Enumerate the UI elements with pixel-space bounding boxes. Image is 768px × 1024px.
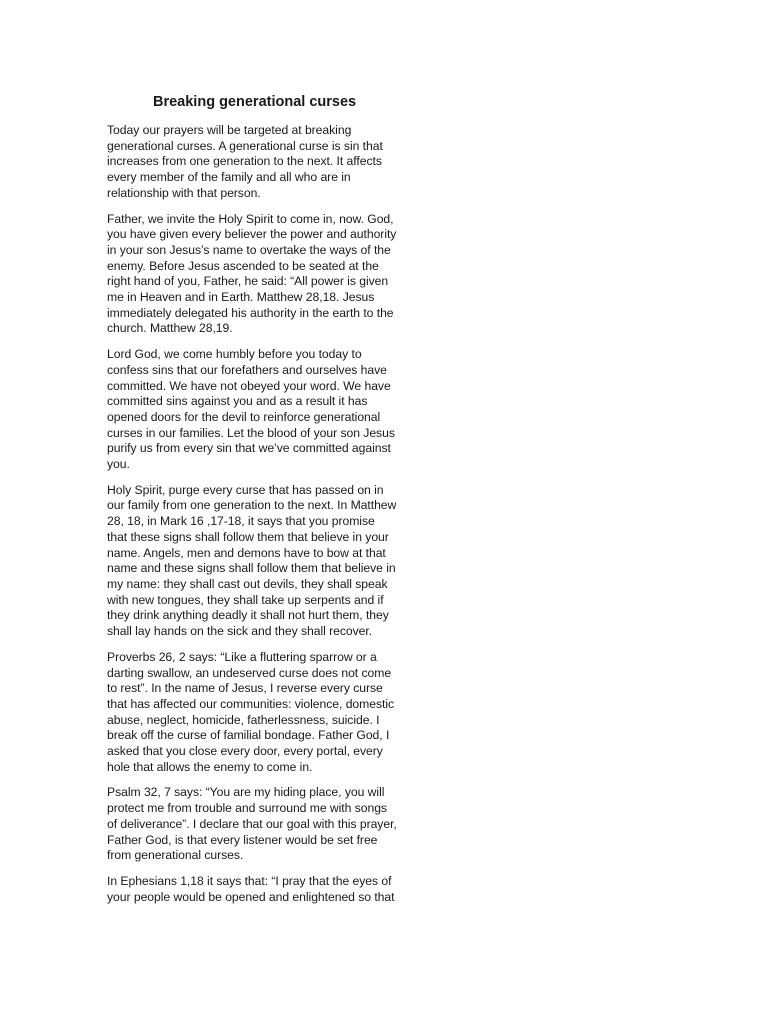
text-line: Lord God, we come humbly before you today to: [107, 347, 362, 362]
text-line: Psalm 32, 7 says: “You are my hiding place, you will: [107, 785, 385, 800]
text-line: your people would be opened and enlightened so that: [107, 889, 395, 904]
paragraph-ephesians: [107, 874, 412, 905]
paragraph-psalm: [107, 785, 412, 864]
text-line: confess sins that our forefathers and ourselves have: [107, 362, 387, 377]
text-line: abuse, neglect, homicide, fatherlessness, suicide. I: [107, 712, 380, 727]
text-line: opened doors for the devil to reinforce generational: [107, 409, 381, 424]
text-line: Today our prayers will be targeted at breaking: [107, 123, 352, 137]
text-line: In Ephesians 1,18 it says that: “I pray that the eyes of: [107, 873, 392, 888]
text-line: name. Angels, men and demons have to bow at that: [107, 545, 386, 560]
paragraph-proverbs: [107, 650, 412, 776]
text-line: increases from one generation to the next. It affects: [107, 154, 382, 169]
text-line: break off the curse of familial bondage. Father God, I: [107, 728, 390, 743]
text-line: that has affected our communities: violence, domestic: [107, 696, 395, 711]
paragraph-intro: [107, 123, 412, 202]
text-line: name and these signs shall follow them that believe in: [107, 561, 396, 576]
text-line: generational curses. A generational curse is sin that: [107, 138, 383, 153]
document-page: [107, 93, 412, 915]
text-line: committed. We have not obeyed your word. We have: [107, 378, 391, 393]
paragraph-confession: [107, 347, 412, 473]
text-line: protect me from trouble and surround me with songs: [107, 801, 387, 816]
paragraph-invite-holy-spirit: [107, 212, 412, 338]
text-line: you.: [107, 457, 130, 472]
text-line: of deliverance”. I declare that our goal with this prayer,: [107, 816, 397, 831]
text-line: immediately delegated his authority in the earth to the: [107, 305, 394, 320]
text-line: in your son Jesus’s name to overtake the ways of the: [107, 242, 391, 257]
text-line: church. Matthew 28,19.: [107, 321, 233, 336]
text-line: with new tongues, they shall take up serpents and if: [107, 592, 384, 607]
text-line: shall lay hands on the sick and they shall recover.: [107, 624, 373, 639]
text-line: hole that allows the enemy to come in.: [107, 759, 313, 774]
text-line: purify us from every sin that we’ve committed against: [107, 441, 391, 456]
text-line: they drink anything deadly it shall not hurt them, they: [107, 608, 389, 623]
text-line: Father, we invite the Holy Spirit to come in, now. God,: [107, 211, 394, 226]
text-line: to rest”. In the name of Jesus, I reverse every curse: [107, 681, 383, 696]
text-line: my name: they shall cast out devils, they shall speak: [107, 576, 388, 591]
text-line: enemy. Before Jesus ascended to be seated at the: [107, 258, 379, 273]
text-line: 28, 18, in Mark 16 ,17-18, it says that you promise: [107, 514, 375, 529]
text-line: Proverbs 26, 2 says: “Like a fluttering sparrow or a: [107, 649, 377, 664]
text-line: Holy Spirit, purge every curse that has passed on in: [107, 482, 384, 497]
text-line: our family from one generation to the next. In Matthew: [107, 498, 397, 513]
text-line: committed sins against you and as a result it has: [107, 394, 368, 409]
text-line: me in Heaven and in Earth. Matthew 28,18. Jesus: [107, 290, 375, 305]
text-line: curses in our families. Let the blood of your son Jesus: [107, 425, 395, 440]
text-line: right hand of you, Father, he said: “All power is given: [107, 274, 389, 289]
text-line: every member of the family and all who are in: [107, 170, 351, 185]
document-title: Breaking generational curses: [153, 94, 357, 110]
text-line: relationship with that person.: [107, 185, 261, 200]
text-line: darting swallow, an undeserved curse does not come: [107, 665, 392, 680]
text-line: from generational curses.: [107, 848, 244, 863]
text-line: that these signs shall follow them that believe in your: [107, 529, 389, 544]
text-line: Father God, is that every listener would be set free: [107, 832, 378, 847]
text-line: asked that you close every door, every portal, every: [107, 744, 383, 759]
paragraph-purge-curses: [107, 483, 412, 640]
text-line: you have given every believer the power and authority: [107, 227, 397, 242]
